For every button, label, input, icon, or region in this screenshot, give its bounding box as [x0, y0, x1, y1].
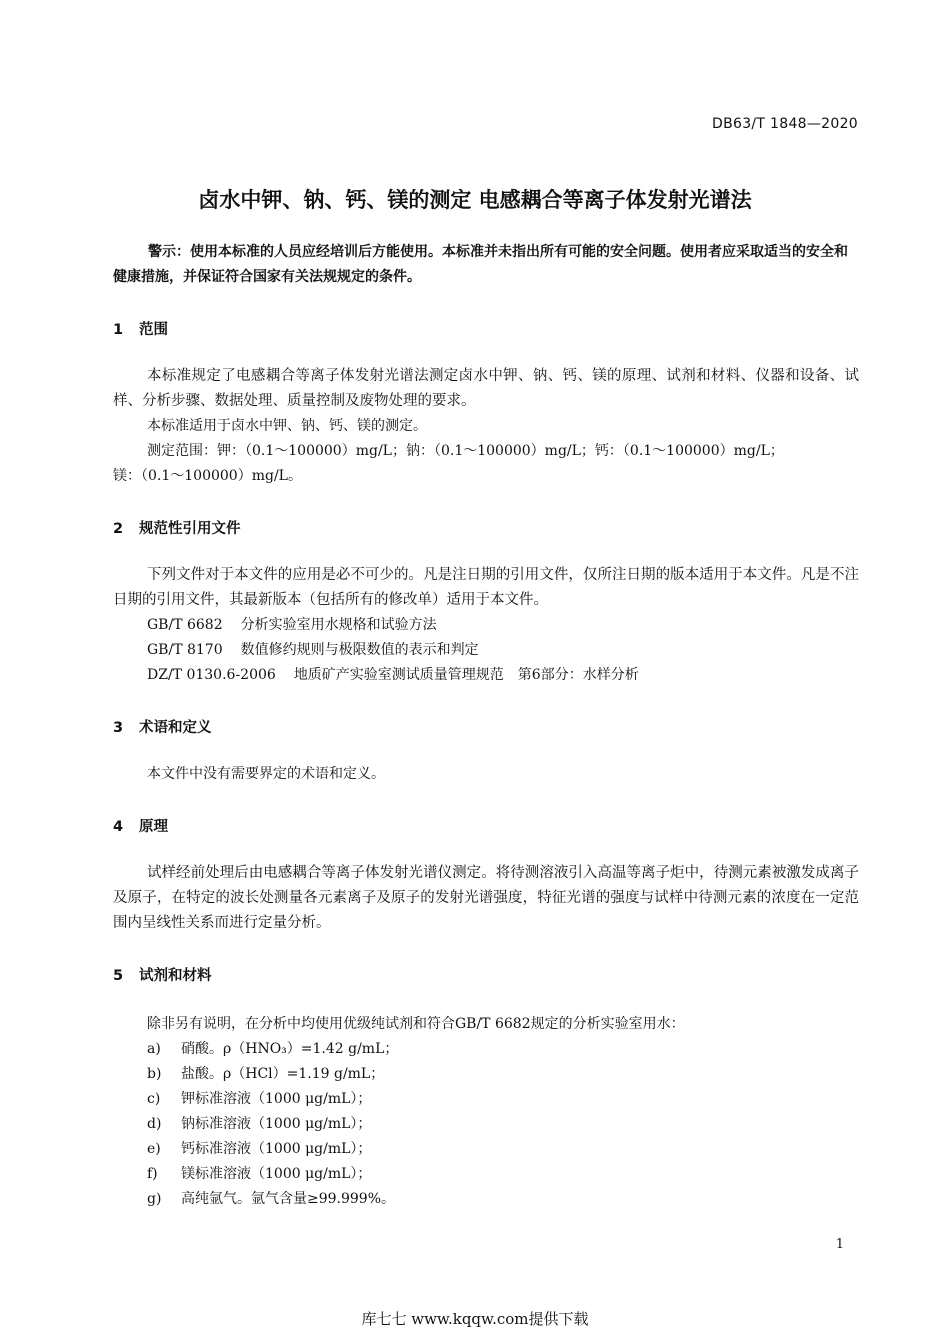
- list-item-text: 盐酸。ρ（HCl）=1.19 g/mL；: [181, 1066, 385, 1082]
- watermark-link[interactable]: 库七七 www.kqqw.com提供下载: [361, 1310, 589, 1328]
- section-number: 1: [113, 322, 124, 338]
- list-item: [147, 1062, 859, 1087]
- section-4-paragraph-1: 试样经前处理后由电感耦合等离子体发射光谱仪测定。将待测溶液引入高温等离子炬中，待测元素被激发成离子及原子，在特定的波长处测量各元素离子及原子的发射光谱强度，特征光谱的强度与试样中待测元素的浓度在一定范围内呈线性关系而进行定量分析。: [113, 865, 859, 931]
- warning-paragraph: 警示：使用本标准的人员应经培训后方能使用。本标准并未指出所有可能的安全问题。使用者应采取适当的安全和健康措施，并保证符合国家有关法规规定的条件。: [113, 244, 848, 285]
- page-number: 1: [835, 1237, 844, 1252]
- section-4-heading: [113, 815, 168, 836]
- section-1-paragraph-1: 本标准规定了电感耦合等离子体发射光谱法测定卤水中钾、钠、钙、镁的原理、试剂和材料、仪器和设备、试样、分析步骤、数据处理、质量控制及废物处理的要求。: [113, 368, 859, 409]
- list-item-label: d): [147, 1116, 162, 1132]
- list-item-label: g): [147, 1191, 162, 1207]
- list-item: [147, 1162, 859, 1187]
- document-title: 卤水中钾、钠、钙、镁的测定 电感耦合等离子体发射光谱法: [198, 188, 752, 212]
- standard-code: DB63/T 1848—2020: [712, 116, 858, 132]
- section-2-paragraph-1: 下列文件对于本文件的应用是必不可少的。凡是注日期的引用文件，仅所注日期的版本适用于本文件。凡是不注日期的引用文件，其最新版本（包括所有的修改单）适用于本文件。: [113, 567, 859, 608]
- section-number: 5: [113, 968, 124, 984]
- list-item: [147, 1187, 859, 1212]
- list-item-label: f): [147, 1166, 158, 1182]
- list-item-text: 钙标准溶液（1000 μg/mL）；: [181, 1141, 372, 1157]
- list-item: [147, 1037, 859, 1062]
- reference-name: 分析实验室用水规格和试验方法: [240, 617, 437, 633]
- section-title: 范围: [139, 322, 168, 338]
- list-item: [147, 1137, 859, 1162]
- section-number: 2: [113, 521, 124, 537]
- section-3-paragraph-1: 本文件中没有需要界定的术语和定义。: [147, 766, 385, 782]
- reference-item: [147, 663, 859, 688]
- list-item-label: c): [147, 1091, 161, 1107]
- reference-code: DZ/T 0130.6-2006: [147, 667, 276, 683]
- list-item-text: 钾标准溶液（1000 μg/mL）；: [181, 1091, 372, 1107]
- section-title: 术语和定义: [139, 720, 212, 736]
- list-item-label: e): [147, 1141, 161, 1157]
- list-item-label: a): [147, 1041, 161, 1057]
- list-item: [147, 1112, 859, 1137]
- section-1-heading: [113, 318, 168, 339]
- reference-item: [147, 613, 859, 638]
- section-number: 4: [113, 819, 124, 835]
- reference-item: [147, 638, 859, 663]
- section-1-paragraph-2: 本标准适用于卤水中钾、钠、钙、镁的测定。: [147, 418, 427, 434]
- section-5-paragraph-1: 除非另有说明，在分析中均使用优级纯试剂和符合GB/T 6682规定的分析实验室用水：: [147, 1016, 685, 1032]
- reference-name: 数值修约规则与极限数值的表示和判定: [240, 642, 479, 658]
- list-item-text: 钠标准溶液（1000 μg/mL）；: [181, 1116, 372, 1132]
- section-title: 原理: [139, 819, 168, 835]
- section-5-heading: [113, 964, 212, 985]
- reference-name: 地质矿产实验室测试质量管理规范 第6部分：水样分析: [293, 667, 639, 683]
- section-number: 3: [113, 720, 124, 736]
- list-item-label: b): [147, 1066, 162, 1082]
- section-title: 规范性引用文件: [139, 521, 241, 537]
- list-item-text: 高纯氩气。氩气含量≥99.999%。: [181, 1191, 396, 1207]
- section-1-range-line-1: 测定范围：钾：（0.1～100000）mg/L；钠：（0.1～100000）mg/L；钙：（0.1～100000）mg/L；: [147, 443, 784, 459]
- reference-code: GB/T 6682: [147, 617, 223, 633]
- list-item-text: 镁标准溶液（1000 μg/mL）；: [181, 1166, 372, 1182]
- section-title: 试剂和材料: [139, 968, 212, 984]
- section-2-heading: [113, 517, 241, 538]
- list-item-text: 硝酸。ρ（HNO₃）=1.42 g/mL；: [181, 1041, 399, 1057]
- list-item: [147, 1087, 859, 1112]
- section-3-heading: [113, 716, 212, 737]
- reference-code: GB/T 8170: [147, 642, 223, 658]
- section-1-range-line-2: 镁：（0.1～100000）mg/L。: [113, 468, 302, 484]
